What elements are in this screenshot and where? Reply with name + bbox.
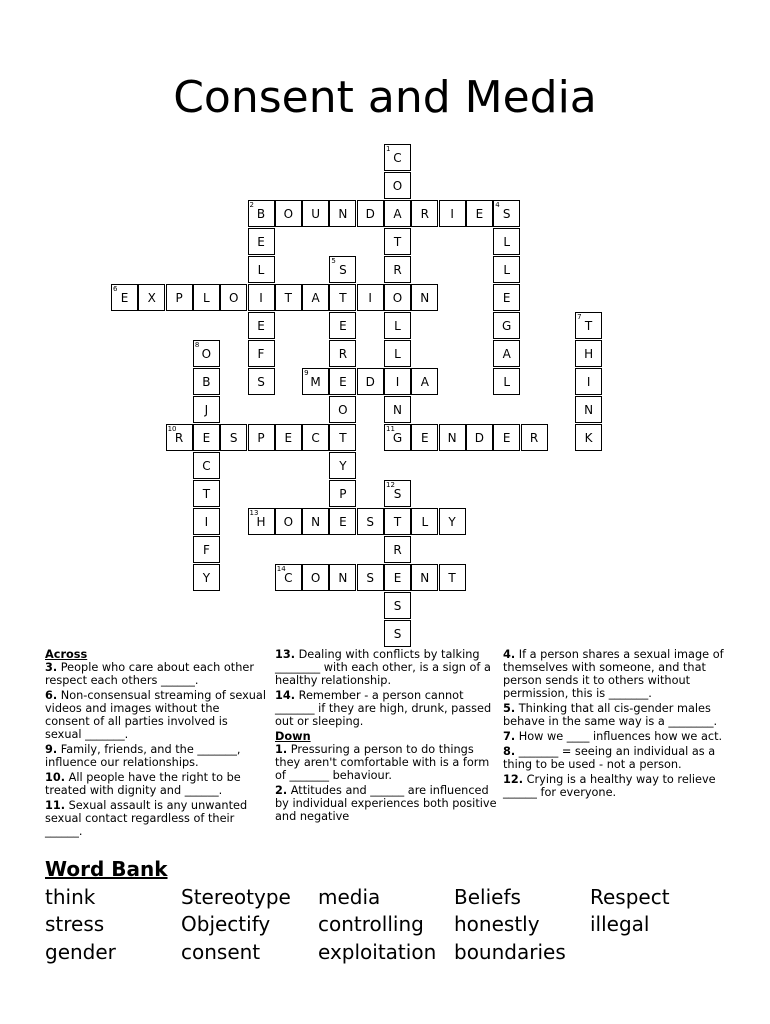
cell-letter: E xyxy=(120,291,129,305)
cell-letter: B xyxy=(256,207,266,221)
cell-number: 7 xyxy=(577,313,582,321)
cell-letter: E xyxy=(502,291,511,305)
cell-letter: A xyxy=(311,291,320,305)
grid-cell xyxy=(248,312,275,339)
clue-text: Dealing with conflicts by talking ________ with each other, is a sign of a healthy relationship. xyxy=(275,648,491,687)
grid-cell xyxy=(275,564,302,591)
grid-cell xyxy=(111,284,138,311)
cell-letter: O xyxy=(283,515,294,529)
grid-cell xyxy=(466,424,493,451)
grid-cell xyxy=(193,424,220,451)
grid-cell xyxy=(329,312,356,339)
grid-cell xyxy=(329,200,356,227)
cell-letter: L xyxy=(503,375,511,389)
grid-cell xyxy=(248,340,275,367)
grid-cell xyxy=(329,480,356,507)
cell-number: 4 xyxy=(495,201,500,209)
cell-letter: D xyxy=(365,207,375,221)
clue-text: Thinking that all cis-gender males behave in the same way is a ________. xyxy=(503,702,718,728)
grid-cell xyxy=(411,200,438,227)
grid-cell xyxy=(248,424,275,451)
grid-cell xyxy=(193,564,220,591)
cell-letter: S xyxy=(393,487,402,501)
cell-letter: E xyxy=(202,431,211,445)
clue-number: 14. xyxy=(275,689,296,702)
grid-cell xyxy=(384,340,411,367)
cell-letter: T xyxy=(339,291,347,305)
clues-column-3 xyxy=(503,648,725,801)
grid-cell xyxy=(575,368,602,395)
grid-cell xyxy=(302,564,329,591)
clue xyxy=(45,743,267,769)
grid-cell xyxy=(384,144,411,171)
grid-cell xyxy=(411,368,438,395)
grid-cell xyxy=(384,592,411,619)
cell-letter: L xyxy=(421,515,429,529)
grid-cell xyxy=(384,312,411,339)
cell-letter: Y xyxy=(448,515,456,529)
cell-letter: P xyxy=(339,487,347,501)
cell-letter: E xyxy=(339,375,347,389)
cell-letter: T xyxy=(448,571,456,585)
cell-letter: L xyxy=(394,347,401,361)
clue-number: 3. xyxy=(45,661,58,674)
cell-letter: F xyxy=(257,347,265,361)
clue-text: All people have the right to be treated with dignity and ______. xyxy=(45,771,241,797)
grid-cell xyxy=(329,508,356,535)
grid-cell xyxy=(357,368,384,395)
cell-letter: T xyxy=(339,431,347,445)
word-bank-item: Respect xyxy=(590,885,670,909)
across-heading: Across xyxy=(45,648,88,661)
grid-cell xyxy=(384,228,411,255)
clue-text: Attitudes and ______ are influenced by individual experiences both positive and negative xyxy=(275,784,497,823)
cell-number: 5 xyxy=(331,257,336,265)
grid-cell xyxy=(411,284,438,311)
cell-letter: I xyxy=(586,375,591,389)
grid-cell xyxy=(248,228,275,255)
page-title: Consent and Media xyxy=(173,72,597,123)
grid-cell xyxy=(575,396,602,423)
grid-cell xyxy=(493,368,520,395)
grid-cell xyxy=(166,424,193,451)
cell-letter: I xyxy=(368,291,372,305)
clue xyxy=(45,689,267,741)
clue xyxy=(45,661,267,687)
cell-letter: N xyxy=(338,207,348,221)
grid-cell xyxy=(384,256,411,283)
clue-text: How we ____ influences how we act. xyxy=(515,730,723,743)
clue xyxy=(275,784,497,823)
word-bank-item: Beliefs xyxy=(454,885,521,909)
grid-cell xyxy=(220,284,247,311)
grid-cell xyxy=(329,424,356,451)
cell-letter: E xyxy=(393,571,402,585)
cell-letter: N xyxy=(338,571,348,585)
clues-column-1 xyxy=(45,648,267,840)
clue xyxy=(503,773,725,799)
cell-letter: E xyxy=(284,431,293,445)
cell-letter: N xyxy=(393,403,402,417)
clue xyxy=(503,702,725,728)
word-bank-item: consent xyxy=(181,940,261,964)
word-bank-item: exploitation xyxy=(318,940,437,964)
grid-cell xyxy=(275,424,302,451)
cell-letter: S xyxy=(339,263,347,277)
cell-letter: L xyxy=(394,319,401,333)
grid-cell xyxy=(220,424,247,451)
clue xyxy=(45,799,267,838)
cell-letter: C xyxy=(311,431,320,445)
grid-cell xyxy=(384,200,411,227)
cell-number: 14 xyxy=(276,565,286,573)
clue-number: 9. xyxy=(45,743,58,756)
grid-cell xyxy=(329,368,356,395)
grid-cell xyxy=(302,424,329,451)
cell-letter: S xyxy=(229,431,238,445)
cell-letter: H xyxy=(256,515,266,529)
clue xyxy=(275,648,497,687)
cell-letter: C xyxy=(393,151,402,165)
cell-number: 2 xyxy=(249,201,254,209)
cell-letter: T xyxy=(202,487,211,501)
cell-letter: P xyxy=(175,291,183,305)
grid-cell xyxy=(329,284,356,311)
cell-letter: E xyxy=(421,431,429,445)
grid-cell xyxy=(193,508,220,535)
clue-number: 12. xyxy=(503,773,524,786)
cell-letter: S xyxy=(366,571,374,585)
cell-letter: R xyxy=(393,263,402,277)
cell-number: 10 xyxy=(167,425,177,433)
grid-cell xyxy=(193,452,220,479)
cell-letter: S xyxy=(502,207,511,221)
grid-cell xyxy=(575,340,602,367)
grid-cell xyxy=(493,424,520,451)
cell-letter: R xyxy=(420,207,429,221)
clue-text: Family, friends, and the _______, influence our relationships. xyxy=(45,743,241,769)
word-bank-item: honestly xyxy=(454,912,540,936)
grid-cell xyxy=(384,536,411,563)
clue-number: 13. xyxy=(275,648,296,661)
grid-cell xyxy=(275,508,302,535)
word-bank-item: controlling xyxy=(318,912,424,936)
cell-letter: R xyxy=(393,543,402,557)
cell-letter: F xyxy=(202,543,210,557)
clues-column-2 xyxy=(275,648,497,825)
cell-letter: U xyxy=(311,207,320,221)
grid-cell xyxy=(384,396,411,423)
cell-letter: O xyxy=(310,571,321,585)
cell-letter: M xyxy=(310,375,321,389)
grid-cell xyxy=(329,564,356,591)
cell-letter: N xyxy=(420,291,430,305)
grid-cell xyxy=(384,424,411,451)
cell-letter: G xyxy=(392,431,403,445)
clue-number: 5. xyxy=(503,702,516,715)
word-bank-item: gender xyxy=(45,940,116,964)
cell-letter: O xyxy=(392,291,403,305)
grid-cell xyxy=(575,424,602,451)
cell-number: 8 xyxy=(194,341,200,349)
grid-cell xyxy=(248,200,275,227)
down-heading: Down xyxy=(275,730,311,743)
cell-letter: E xyxy=(502,431,511,445)
grid-cell xyxy=(357,200,384,227)
clue xyxy=(503,648,725,700)
cell-letter: X xyxy=(147,291,156,305)
grid-cell xyxy=(493,200,520,227)
clue-text: Crying is a healthy way to relieve ______ for everyone. xyxy=(503,773,716,799)
grid-cell xyxy=(357,508,384,535)
clue-number: 6. xyxy=(45,689,58,702)
cell-number: 1 xyxy=(386,145,391,153)
grid-cell xyxy=(193,368,220,395)
word-bank-item: Stereotype xyxy=(181,885,291,909)
clue-text: _______ = seeing an individual as a thing to be used - not a person. xyxy=(503,745,716,771)
cell-letter: E xyxy=(257,319,265,333)
word-bank-item: Objectify xyxy=(181,912,271,936)
grid-cell xyxy=(193,480,220,507)
cell-letter: N xyxy=(420,571,430,585)
cell-letter: S xyxy=(393,599,402,613)
clue-text: Pressuring a person to do things they aren't comfortable with is a form of _______ behaviour. xyxy=(275,743,490,782)
cell-letter: O xyxy=(338,403,348,417)
grid-cell xyxy=(411,424,438,451)
cell-letter: P xyxy=(257,431,265,445)
cell-letter: T xyxy=(393,235,402,249)
word-bank-item: stress xyxy=(45,912,105,936)
cell-number: 12 xyxy=(386,481,395,489)
grid-cell xyxy=(384,480,411,507)
clue-text: Sexual assault is any unwanted sexual contact regardless of their ______. xyxy=(45,799,248,838)
grid-cell xyxy=(384,508,411,535)
cell-letter: R xyxy=(529,431,539,445)
cell-letter: R xyxy=(338,347,348,361)
grid-cell xyxy=(248,368,275,395)
grid-cell xyxy=(193,396,220,423)
grid-cell xyxy=(302,508,329,535)
cell-letter: L xyxy=(203,291,210,305)
clue-number: 4. xyxy=(503,648,516,661)
grid-cell xyxy=(138,284,165,311)
cell-letter: N xyxy=(447,431,457,445)
grid-cell xyxy=(329,452,356,479)
cell-letter: C xyxy=(284,571,293,585)
grid-cell xyxy=(275,200,302,227)
grid-cell xyxy=(329,396,356,423)
cell-letter: I xyxy=(204,515,209,529)
grid-cell xyxy=(439,424,466,451)
clue-text: Remember - a person cannot _______ if they are high, drunk, passed out or sleeping. xyxy=(275,689,492,728)
grid-cell xyxy=(439,508,466,535)
grid-cell xyxy=(302,284,329,311)
cell-letter: J xyxy=(204,403,209,417)
cell-letter: Y xyxy=(202,571,211,585)
grid-cell xyxy=(384,284,411,311)
grid-cell xyxy=(493,228,520,255)
grid-cell xyxy=(329,340,356,367)
cell-letter: E xyxy=(257,235,265,249)
cell-letter: T xyxy=(284,291,292,305)
grid-cell xyxy=(411,564,438,591)
grid-cell xyxy=(493,284,520,311)
clue-number: 7. xyxy=(503,730,516,743)
cell-letter: A xyxy=(502,347,511,361)
grid-cell xyxy=(493,312,520,339)
clue-text: People who care about each other respect each others ______. xyxy=(45,661,254,687)
grid-cell xyxy=(575,312,602,339)
cell-letter: N xyxy=(584,403,594,417)
grid-cell xyxy=(193,536,220,563)
grid-cell xyxy=(302,200,329,227)
cell-letter: B xyxy=(202,375,211,389)
cell-letter: L xyxy=(503,263,511,277)
cell-letter: O xyxy=(283,207,294,221)
cell-letter: L xyxy=(503,235,511,249)
grid-cell xyxy=(466,200,493,227)
grid-cell xyxy=(411,508,438,535)
grid-cell xyxy=(384,564,411,591)
grid-cell xyxy=(493,256,520,283)
cell-letter: E xyxy=(339,515,347,529)
clue xyxy=(45,771,267,797)
cell-letter: T xyxy=(584,319,593,333)
clue xyxy=(503,745,725,771)
cell-letter: S xyxy=(366,515,374,529)
word-bank-item: illegal xyxy=(590,912,650,936)
clue-number: 11. xyxy=(45,799,66,812)
cell-letter: I xyxy=(395,375,400,389)
cell-number: 13 xyxy=(249,509,259,517)
grid-cell xyxy=(357,564,384,591)
cell-letter: L xyxy=(257,263,265,277)
cell-letter: E xyxy=(475,207,484,221)
cell-letter: N xyxy=(311,515,321,529)
grid-cell xyxy=(193,284,220,311)
cell-letter: T xyxy=(393,515,402,529)
cell-letter: O xyxy=(392,179,403,193)
cell-number: 11 xyxy=(386,425,395,433)
cell-letter: I xyxy=(259,291,263,305)
cell-number: 6 xyxy=(113,285,118,293)
clue xyxy=(275,689,497,728)
cell-letter: S xyxy=(393,627,402,641)
clue-number: 10. xyxy=(45,771,66,784)
grid-cell xyxy=(439,200,466,227)
cell-letter: I xyxy=(450,207,454,221)
grid-cell xyxy=(166,284,193,311)
grid-cell xyxy=(329,256,356,283)
cell-letter: S xyxy=(257,375,265,389)
cell-letter: K xyxy=(584,431,593,445)
grid-cell xyxy=(384,172,411,199)
cell-letter: Y xyxy=(339,459,347,473)
grid-cell xyxy=(521,424,548,451)
cell-letter: O xyxy=(228,291,239,305)
clue-text: Non-consensual streaming of sexual videos and images without the consent of all parties involved is sexual _______. xyxy=(45,689,266,741)
clue-number: 8. xyxy=(503,745,516,758)
clue-text: If a person shares a sexual image of themselves with someone, and that person sends it to others without permission, this is _______. xyxy=(503,648,724,700)
cell-letter: C xyxy=(202,459,211,473)
cell-letter: O xyxy=(201,347,212,361)
clue-number: 1. xyxy=(275,743,288,756)
grid-cell xyxy=(302,368,329,395)
grid-cell xyxy=(248,284,275,311)
clue xyxy=(503,730,725,743)
cell-letter: A xyxy=(420,375,429,389)
grid-cell xyxy=(439,564,466,591)
grid-cell xyxy=(275,284,302,311)
cell-letter: E xyxy=(339,319,347,333)
cell-letter: H xyxy=(584,347,594,361)
grid-cell xyxy=(493,340,520,367)
cell-letter: D xyxy=(474,431,485,445)
cell-letter: D xyxy=(365,375,375,389)
cell-letter: G xyxy=(502,319,512,333)
cell-number: 9 xyxy=(304,369,309,377)
word-bank-item: think xyxy=(45,885,96,909)
word-bank-item: boundaries xyxy=(454,940,566,964)
word-bank-item: media xyxy=(318,885,381,909)
grid-cell xyxy=(193,340,220,367)
clue xyxy=(275,743,497,782)
clue-number: 2. xyxy=(275,784,288,797)
cell-letter: R xyxy=(174,431,184,445)
grid-cell xyxy=(248,508,275,535)
grid-cell xyxy=(384,620,411,647)
word-bank-heading: Word Bank xyxy=(45,857,168,881)
grid-cell xyxy=(248,256,275,283)
cell-letter: A xyxy=(393,207,402,221)
grid-cell xyxy=(357,284,384,311)
grid-cell xyxy=(384,368,411,395)
